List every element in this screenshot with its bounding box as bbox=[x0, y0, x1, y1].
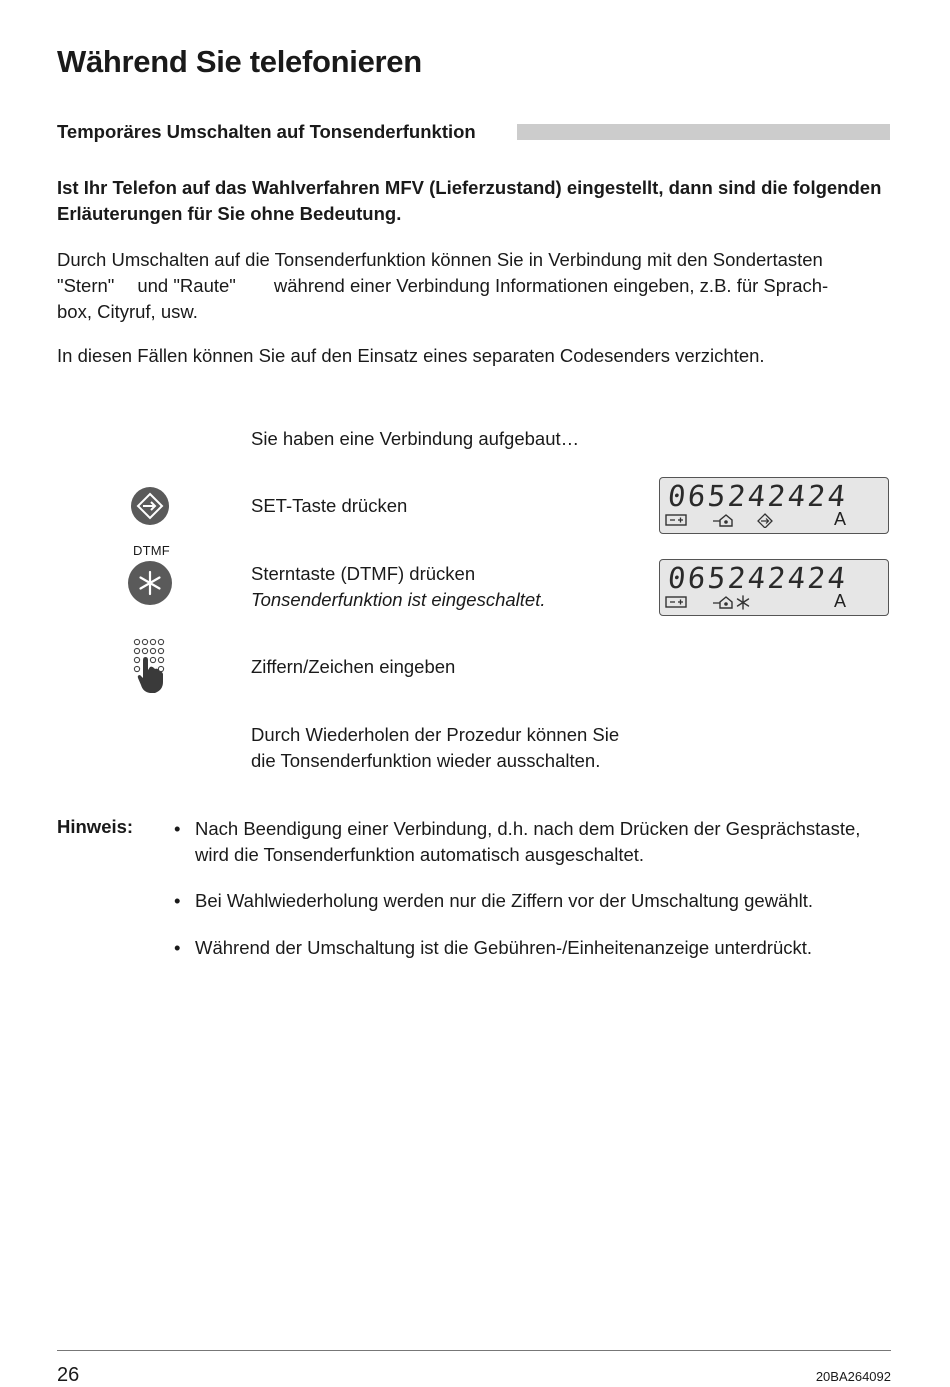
set-key-icon bbox=[130, 486, 170, 526]
note-label: Hinweis: bbox=[57, 816, 134, 837]
paragraph-codesender: In diesen Fällen können Sie auf den Einsatz eines separaten Codesenders verzichten. bbox=[57, 345, 765, 366]
note-item-text: Bei Wahlwiederholung werden nur die Ziffern vor der Umschaltung gewählt. bbox=[195, 890, 814, 911]
note-item-text: Nach Beendigung einer Verbindung, d.h. nach dem Drücken der Gesprächstaste, wird die Tonsenderfunktion automatisch ausgeschaltet. bbox=[195, 818, 861, 865]
lcd-letter: A bbox=[834, 509, 847, 529]
document-code: 20BA264092 bbox=[815, 1369, 891, 1384]
note-item-text: Während der Umschaltung ist die Gebühren-/Einheitenanzeige unterdrückt. bbox=[195, 937, 813, 958]
step-connected: Sie haben eine Verbindung aufgebaut… bbox=[251, 428, 580, 449]
bullet-marker: • bbox=[174, 890, 181, 911]
intro-bold-paragraph: Ist Ihr Telefon auf das Wahlverfahren MFV (Lieferzustand) eingestellt, dann sind die folgenden Erläuterungen für Sie ohne Bedeutung. bbox=[57, 177, 882, 224]
paragraph-line: Durch Umschalten auf die Tonsenderfunktion können Sie in Verbindung mit den Sondertasten bbox=[57, 249, 823, 270]
step-press-star bbox=[251, 561, 545, 613]
bullet-marker: • bbox=[174, 937, 181, 958]
lcd-status-icons bbox=[665, 594, 785, 610]
paragraph-special-keys bbox=[57, 247, 892, 325]
lcd-number: 065242424 bbox=[666, 479, 850, 513]
lcd-status-icons bbox=[665, 512, 785, 528]
lcd-display-2 bbox=[659, 559, 889, 616]
dtmf-label: DTMF bbox=[133, 543, 170, 558]
step-repeat-line: die Tonsenderfunktion wieder ausschalten. bbox=[251, 750, 601, 771]
stern-text: "Stern" bbox=[57, 275, 115, 296]
step-press-set: SET-Taste drücken bbox=[251, 495, 408, 516]
raute-text: und "Raute" bbox=[137, 275, 236, 296]
section-heading: Temporäres Umschalten auf Tonsenderfunktion bbox=[57, 121, 476, 142]
step-press-star-label: Sterntaste (DTMF) drücken bbox=[251, 563, 476, 584]
footer-divider bbox=[57, 1350, 891, 1351]
paragraph-line bbox=[57, 273, 892, 299]
lcd-display-1 bbox=[659, 477, 889, 534]
step-star-result: Tonsenderfunktion ist eingeschaltet. bbox=[251, 589, 546, 610]
star-key-icon bbox=[127, 560, 173, 606]
bullet-marker: • bbox=[174, 818, 181, 839]
keypad-icon bbox=[133, 638, 169, 696]
step-repeat-line: Durch Wiederholen der Prozedur können Sie bbox=[251, 724, 620, 745]
page-title: Während Sie telefonieren bbox=[57, 44, 422, 79]
page-number: 26 bbox=[57, 1364, 80, 1386]
paragraph-line-rest: während einer Verbindung Informationen eingeben, z.B. für Sprach- bbox=[273, 275, 829, 296]
paragraph-line: box, Cityruf, usw. bbox=[57, 301, 198, 322]
step-repeat bbox=[251, 722, 619, 774]
lcd-number: 065242424 bbox=[666, 561, 850, 595]
lcd-letter: A bbox=[834, 591, 847, 611]
section-heading-bar bbox=[517, 124, 890, 140]
step-enter-digits: Ziffern/Zeichen eingeben bbox=[251, 656, 456, 677]
